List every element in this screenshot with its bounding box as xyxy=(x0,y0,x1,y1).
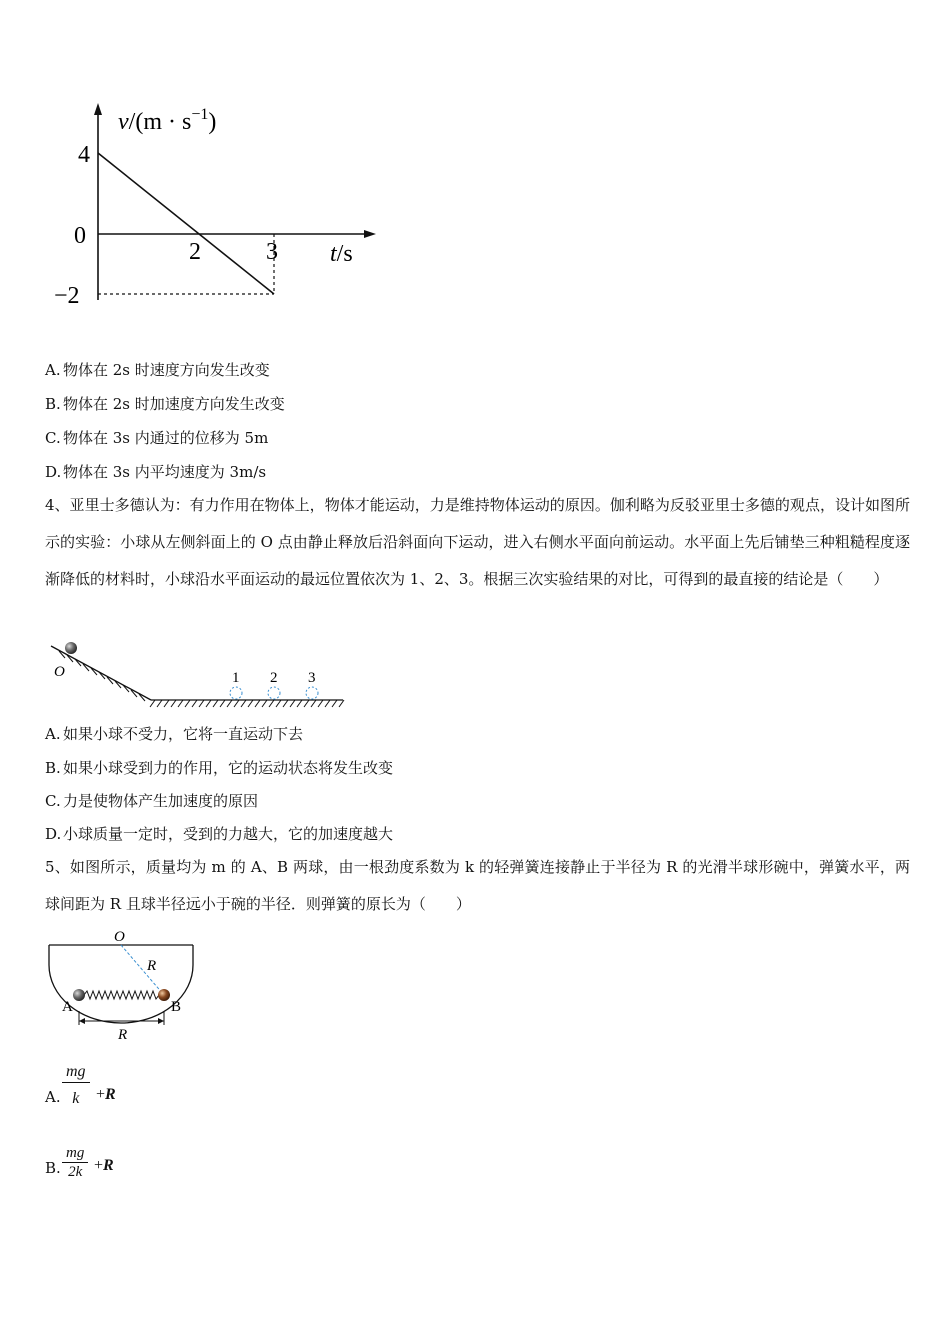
q5-option-a-letter: A. xyxy=(45,1088,61,1106)
ball-a-label: A xyxy=(62,999,73,1015)
point-o-label: O xyxy=(54,664,65,680)
q3-option-a: A. 物体在 2s 时速度方向发生改变 xyxy=(45,361,270,379)
center-o-label: O xyxy=(114,929,125,945)
tick-y-0: 0 xyxy=(74,223,86,249)
position-1-ball xyxy=(230,687,242,699)
velocity-line xyxy=(98,153,274,294)
y-axis-label: $v/(m \cdot s^{-1})$ xyxy=(118,106,217,135)
ball-at-o xyxy=(65,642,77,654)
q5-option-b-fraction: mg 2k xyxy=(62,1144,88,1181)
spring xyxy=(84,991,159,999)
q4-option-c: C. 力是使物体产生加速度的原因 xyxy=(45,792,259,810)
q3-option-c: C. 物体在 3s 内通过的位移为 5m xyxy=(45,429,269,447)
q4-stem: 4、亚里士多德认为：有力作用在物体上，物体才能运动，力是维持物体运动的原因。伽利略为反驳亚里士多德的观点，设计如图所示的实验：小球从左侧斜面上的 O 点由静止释放后沿斜面向下运动，进入右侧水平面向前运动。水平面上先后铺垫三种粗糙程度逐渐降低的材料时，小球沿水平面运动的最远位置依次为 1、2、3。根据三次实验结果的对比，可得到的最直接的结论是（ ） xyxy=(45,496,910,588)
tick-x-2: 2 xyxy=(189,239,201,265)
velocity-time-graph xyxy=(50,95,380,325)
radius-label: R xyxy=(147,958,157,974)
q3-option-d: D. 物体在 3s 内平均速度为 3m/s xyxy=(45,463,267,481)
position-3-label: 3 xyxy=(308,670,316,686)
ball-a xyxy=(73,989,85,1001)
q4-option-b: B. 如果小球受到力的作用，它的运动状态将发生改变 xyxy=(45,759,394,777)
distance-label: R xyxy=(118,1027,128,1043)
ball-b-label: B xyxy=(171,999,182,1015)
q5-stem: 5、如图所示，质量均为 m 的 A、B 两球，由一根劲度系数为 k 的轻弹簧连接静止于半径为 R 的光滑半球形碗中，弹簧水平，两球间距为 R 且球半径远小于碗的半径．则弹簧的原长为（ ） xyxy=(45,858,910,913)
y-axis-arrow xyxy=(94,103,102,115)
x-axis-arrow xyxy=(364,230,376,238)
q5-option-a-fraction: mg k xyxy=(62,1062,90,1109)
q5-option-b-letter: B. xyxy=(45,1159,61,1177)
q4-option-a: A. 如果小球不受力，它将一直运动下去 xyxy=(45,725,304,743)
q5-bowl-figure xyxy=(45,925,205,1045)
q5-option-a-tail: +R xyxy=(96,1086,116,1103)
q3-option-b: B. 物体在 2s 时加速度方向发生改变 xyxy=(45,395,285,413)
radius-line xyxy=(121,945,164,995)
tick-y-neg2: −2 xyxy=(54,283,80,309)
position-3-ball xyxy=(306,687,318,699)
ball-b xyxy=(158,989,170,1001)
position-1-label: 1 xyxy=(232,670,240,686)
q4-option-d: D. 小球质量一定时，受到的力越大，它的加速度越大 xyxy=(45,825,394,843)
q5-option-b-tail: +R xyxy=(94,1157,114,1174)
tick-x-3: 3 xyxy=(266,239,278,265)
x-axis-label: t/s xyxy=(330,241,353,267)
position-2-label: 2 xyxy=(270,670,278,686)
incline-surface xyxy=(51,646,151,700)
position-2-ball xyxy=(268,687,280,699)
tick-y-4: 4 xyxy=(78,142,90,168)
q4-incline-figure xyxy=(45,636,350,716)
